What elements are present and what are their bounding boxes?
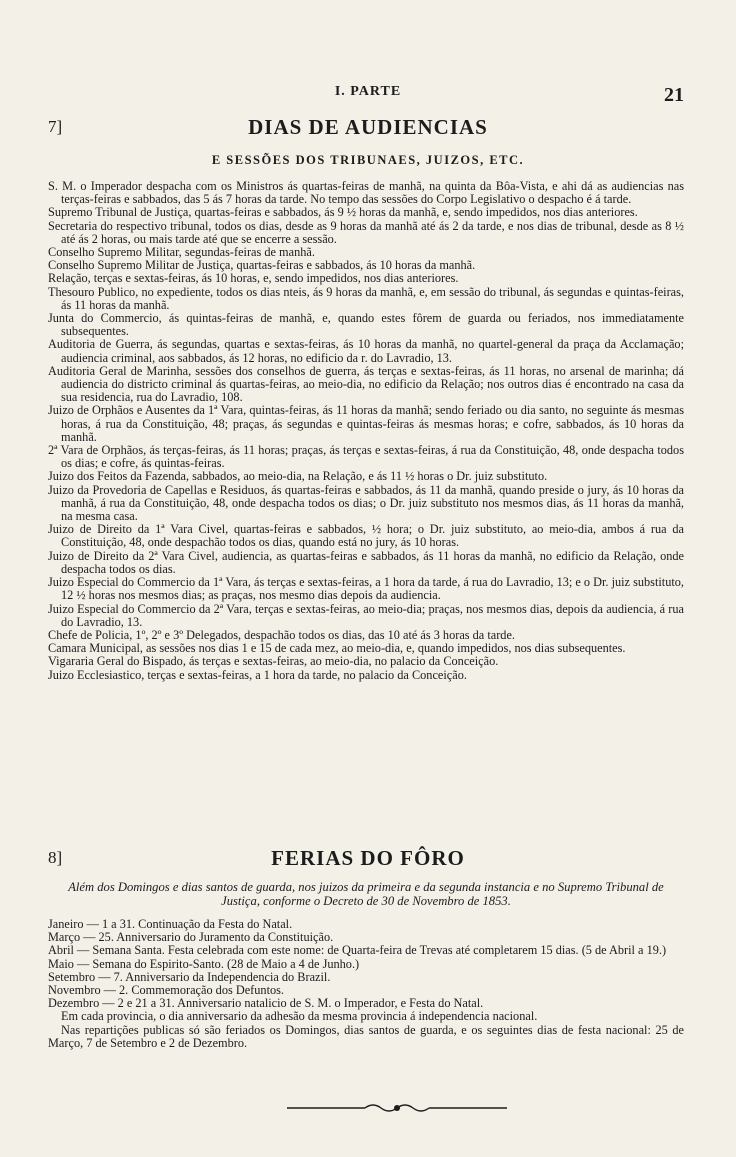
list-item: Relação, terças e sextas-feiras, ás 10 horas, e, sendo impedidos, nos dias anteriores. bbox=[48, 271, 459, 286]
list-item: Juizo da Provedoria de Capellas e Residuos, ás quartas-feiras e sabbados, ás 11 da manhã, quando preside o jury, ás 10 horas da manhã, á rua da Constituição, 48, onde despacha todos os dias; o Dr. juiz substituto nos mesmos dias, ás 11 horas da manhã, na mesma casa. bbox=[48, 482, 684, 524]
list-item: Juizo Especial do Commercio da 1ª Vara, ás terças e sextas-feiras, a 1 hora da tarde, á rua do Lavradio, 13; e o Dr. juiz substituto, 12 ½ horas nos mesmos dias; as praças, nos mesmo dias depois da audiencia. bbox=[48, 575, 684, 603]
note-paragraph: Em cada provincia, o dia anniversario da adhesão da mesma provincia á independencia nacional. bbox=[61, 1009, 538, 1024]
list-item: Vigararia Geral do Bispado, ás terças e sextas-feiras, ao meio-dia, no palacio da Conceição. bbox=[48, 654, 499, 669]
list-item: Conselho Supremo Militar de Justiça, quartas-feiras e sabbados, ás 10 horas da manhã. bbox=[48, 258, 476, 273]
list-item: Dezembro — 2 e 21 a 31. Anniversario natalicio de S. M. o Imperador, e Festa do Natal. bbox=[48, 996, 484, 1011]
list-item: Thesouro Publico, no expediente, todos os dias nteis, ás 9 horas da manhã, e, em sessão do tribunal, ás segundas e quintas-feiras, ás 11 horas da manhã. bbox=[48, 284, 684, 312]
list-item: Janeiro — 1 a 31. Continuação da Festa do Natal. bbox=[48, 917, 293, 931]
list-item: Auditoria Geral de Marinha, sessões dos conselhos de guerra, ás terças e sextas-feiras, ás 11 horas, no arsenal de marinha; dá audiencia do districto criminal ás quartas-feiras, ao meio-dia, no edificio da Relação; nos outros dias é encontrado na casa da sua residencia, rua do Lavradio, 108. bbox=[48, 363, 684, 405]
list-item: Juizo de Direito da 2ª Vara Civel, audiencia, as quartas-feiras e sabbados, ás 11 horas da manhã, no edificio da Relação, onde despacha todos os dias. bbox=[48, 548, 684, 576]
note-paragraph: Nas repartições publicas só são feriados os Domingos, dias santos de guarda, e os seguintes dias de festa nacional: 25 de Março, 7 de Setembro e 2 de Dezembro. bbox=[48, 1022, 684, 1050]
list-item: Chefe de Policia, 1º, 2º e 3º Delegados, despachão todos os dias, das 10 até ás 3 horas da tarde. bbox=[48, 627, 515, 642]
list-item: Abril — Semana Santa. Festa celebrada com este nome: de Quarta-feira de Trevas até completarem 15 dias. (5 de Abril a 19.) bbox=[48, 943, 667, 958]
list-item: Secretaria do respectivo tribunal, todos os dias, desde as 9 horas da manhã até ás 2 da tarde, e nos dias de tribunal, desde as 8 ½ até ás 2 horas, ou mais tarde até que se encerre a sessão. bbox=[48, 218, 684, 246]
list-item: Camara Municipal, as sessões nos dias 1 e 15 de cada mez, ao meio-dia, e, quando impedidos, nos dias subsequentes. bbox=[48, 641, 626, 656]
list-item: Conselho Supremo Militar, segundas-feiras de manhã. bbox=[48, 245, 315, 260]
ornament-divider bbox=[287, 1101, 507, 1115]
running-head: I. PARTE bbox=[334, 84, 402, 99]
list-item: Setembro — 7. Anniversario da Independencia do Brazil. bbox=[48, 969, 331, 984]
section-title: DIAS DE AUDIENCIAS bbox=[248, 115, 488, 139]
hearing-list bbox=[48, 180, 684, 682]
section-number: 8] bbox=[48, 848, 63, 867]
list-item: Junta do Commercio, ás quintas-feiras de manhã, e, quando estes fôrem de guarda ou feriados, nos immediatamente subsequentes. bbox=[48, 311, 684, 339]
list-item: Maio — Semana do Espirito-Santo. (28 de Maio a 4 de Junho.) bbox=[48, 956, 360, 971]
page-number: 21 bbox=[664, 84, 684, 106]
list-item: Novembro — 2. Commemoração dos Defuntos. bbox=[48, 983, 284, 998]
list-item: Juizo Especial do Commercio da 2ª Vara, terças e sextas-feiras, ao meio-dia; praças, nos mesmos dias, depois da audiencia, á rua do Lavradio, 13. bbox=[48, 601, 684, 629]
list-item: 2ª Vara de Orphãos, ás terças-feiras, ás 11 horas; praças, ás terças e sextas-feiras, á rua da Constituição, 48, onde despacha todos os dias; e cofre, ás quintas-feiras. bbox=[48, 443, 684, 471]
list-item: Juizo de Direito da 1ª Vara Civel, quartas-feiras e sabbados, ½ hora; o Dr. juiz substituto, ao meio-dia, ambos á rua da Constituição, 48, onde despachão todos os dias, quando está no jury, ás 10 horas. bbox=[48, 522, 684, 550]
list-item: Juizo dos Feitos da Fazenda, sabbados, ao meio-dia, na Relação, e ás 11 ½ horas o Dr. juiz substituto. bbox=[48, 469, 548, 484]
list-item: Março — 25. Anniversario do Juramento da Constituição. bbox=[48, 930, 334, 945]
holidays-block bbox=[48, 880, 684, 1050]
list-item: Juizo Ecclesiastico, terças e sextas-feiras, a 1 hora da tarde, no palacio da Conceição. bbox=[48, 667, 467, 682]
list-item: Juizo de Orphãos e Ausentes da 1ª Vara, quintas-feiras, ás 11 horas da manhã; sendo feriado ou dia santo, no seguinte ás mesmas horas, á rua da Constituição, 48; praças, ás segundas e quintas-feiras ás mesmas horas; e cofre, sabbados, ás 10 horas da manhã. bbox=[48, 403, 684, 444]
holidays-intro: Além dos Domingos e dias santos de guarda, nos juizos da primeira e da segunda instancia e no Supremo Tribunal de Justiça, conforme o Decreto de 30 de Novembro de 1853. bbox=[68, 880, 664, 908]
list-item: S. M. o Imperador despacha com os Ministros ás quartas-feiras de manhã, na quinta da Bôa-Vista, e ahi dá as audiencias nas terças-feiras e sabbados, das 5 ás 7 horas da tarde. No tempo das sessões do Corpo Legislativo o despacho é á tarde. bbox=[48, 179, 684, 207]
section-number: 7] bbox=[48, 117, 63, 136]
list-item: Auditoria de Guerra, ás segundas, quartas e sextas-feiras, ás 10 horas da manhã, no quartel-general da praça da Acclamação; audiencia criminal, aos sabbados, ás 12 horas, no edificio da r. do Lavradio, 13. bbox=[48, 337, 684, 365]
list-item: Supremo Tribunal de Justiça, quartas-feiras e sabbados, ás 9 ½ horas da manhã, e, sendo impedidos, nos dias anteriores. bbox=[48, 205, 638, 220]
section-subtitle: E SESSÕES DOS TRIBUNAES, JUIZOS, ETC. bbox=[211, 153, 525, 167]
section-title: FERIAS DO FÔRO bbox=[271, 846, 465, 870]
